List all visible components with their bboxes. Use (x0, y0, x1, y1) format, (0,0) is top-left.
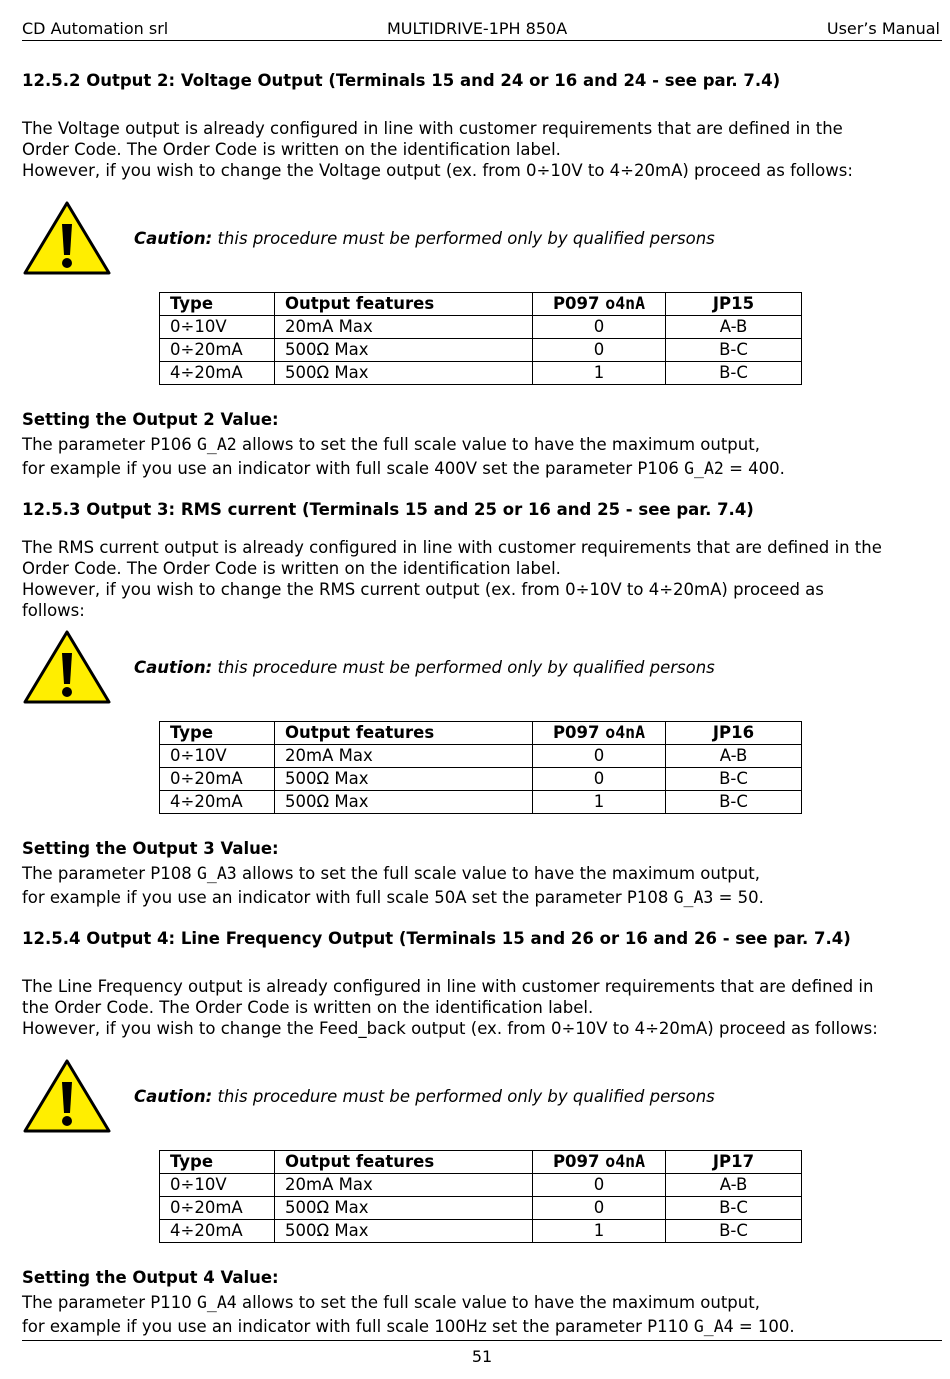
warning-triangle-icon (22, 200, 112, 276)
setting-title: Setting the Output 3 Value: (22, 839, 279, 858)
cell-jumper: B-C (666, 339, 802, 362)
table-row (160, 1197, 802, 1220)
caution-label: Caution: (134, 1087, 213, 1106)
intro-line: However, if you wish to change the RMS current output (ex. from 0÷10V to 4÷20mA) proceed as (22, 580, 824, 599)
col-type: Type (160, 1151, 275, 1174)
intro-line: the Order Code. The Order Code is written on the identification label. (22, 998, 594, 1017)
table-header-row (160, 1151, 802, 1174)
cell-features: 20mA Max (275, 1174, 533, 1197)
cell-type: 0÷10V (160, 745, 275, 768)
param-code: G_A2 (196, 435, 237, 454)
param-code: o4nA (605, 723, 646, 742)
cell-type: 4÷20mA (160, 362, 275, 385)
table-row (160, 1220, 802, 1243)
setting-text (22, 434, 785, 479)
intro-line: The Line Frequency output is already configured in line with customer requirements that are defined in (22, 977, 874, 996)
table-header-row (160, 722, 802, 745)
cell-param: 1 (533, 791, 666, 814)
cell-jumper: B-C (666, 768, 802, 791)
col-param: P097 o4nA (533, 1151, 666, 1174)
setting-line: for example if you use an indicator with full scale 400V set the parameter P106 G_A2 = 400. (22, 459, 785, 478)
cell-type: 0÷10V (160, 316, 275, 339)
setting-line: The parameter P106 G_A2 allows to set the full scale value to have the maximum output, (22, 435, 760, 454)
caution-note (134, 658, 715, 677)
section-intro (22, 118, 853, 181)
setting-line: The parameter P108 G_A3 allows to set the full scale value to have the maximum output, (22, 864, 760, 883)
section-heading-12-5-2: 12.5.2 Output 2: Voltage Output (Terminals 15 and 24 or 16 and 24 - see par. 7.4) (22, 71, 781, 90)
section-intro (22, 976, 878, 1039)
cell-param: 1 (533, 1220, 666, 1243)
col-features: Output features (275, 722, 533, 745)
caution-note (134, 1087, 715, 1106)
cell-param: 0 (533, 1174, 666, 1197)
col-features: Output features (275, 1151, 533, 1174)
cell-jumper: B-C (666, 791, 802, 814)
setting-line: for example if you use an indicator with full scale 100Hz set the parameter P110 G_A4 = 100. (22, 1317, 795, 1336)
jumper-table-jp15 (159, 292, 802, 385)
cell-jumper: B-C (666, 362, 802, 385)
cell-jumper: B-C (666, 1220, 802, 1243)
table-row (160, 362, 802, 385)
caution-text: this procedure must be performed only by qualified persons (212, 229, 715, 248)
param-code: G_A4 (196, 1293, 237, 1312)
col-param: P097 o4nA (533, 293, 666, 316)
caution-text: this procedure must be performed only by qualified persons (212, 658, 715, 677)
caution-text: this procedure must be performed only by qualified persons (212, 1087, 715, 1106)
col-type: Type (160, 722, 275, 745)
setting-text (22, 863, 764, 908)
cell-type: 0÷20mA (160, 1197, 275, 1220)
setting-line: The parameter P110 G_A4 allows to set the full scale value to have the maximum output, (22, 1293, 760, 1312)
caution-note (134, 229, 715, 248)
cell-features: 500Ω Max (275, 362, 533, 385)
intro-line: Order Code. The Order Code is written on the identification label. (22, 140, 561, 159)
caution-label: Caution: (134, 658, 213, 677)
warning-triangle-icon (22, 629, 112, 705)
intro-line: follows: (22, 601, 85, 620)
cell-param: 1 (533, 362, 666, 385)
col-jumper: JP17 (666, 1151, 802, 1174)
jumper-table-jp16 (159, 721, 802, 814)
cell-type: 0÷20mA (160, 768, 275, 791)
setting-title: Setting the Output 2 Value: (22, 410, 279, 429)
cell-param: 0 (533, 768, 666, 791)
table-row (160, 1174, 802, 1197)
header-company: CD Automation srl (22, 19, 169, 38)
cell-features: 500Ω Max (275, 791, 533, 814)
cell-param: 0 (533, 339, 666, 362)
cell-jumper: A-B (666, 316, 802, 339)
table-row (160, 768, 802, 791)
setting-text (22, 1292, 795, 1337)
cell-features: 20mA Max (275, 316, 533, 339)
intro-line: Order Code. The Order Code is written on the identification label. (22, 559, 561, 578)
cell-features: 500Ω Max (275, 339, 533, 362)
table-row (160, 745, 802, 768)
jumper-table-jp17 (159, 1150, 802, 1243)
setting-title: Setting the Output 4 Value: (22, 1268, 279, 1287)
col-features: Output features (275, 293, 533, 316)
header-product: MULTIDRIVE-1PH 850A (387, 19, 568, 38)
table-row (160, 339, 802, 362)
col-jumper: JP15 (666, 293, 802, 316)
cell-features: 20mA Max (275, 745, 533, 768)
cell-type: 4÷20mA (160, 1220, 275, 1243)
param-code: G_A3 (673, 888, 714, 907)
cell-type: 4÷20mA (160, 791, 275, 814)
col-type: Type (160, 293, 275, 316)
cell-features: 500Ω Max (275, 768, 533, 791)
intro-line: However, if you wish to change the Voltage output (ex. from 0÷10V to 4÷20mA) proceed as follows: (22, 161, 853, 180)
cell-jumper: A-B (666, 745, 802, 768)
param-code: o4nA (605, 294, 646, 313)
param-code: G_A2 (684, 459, 724, 478)
cell-features: 500Ω Max (275, 1220, 533, 1243)
cell-type: 0÷20mA (160, 339, 275, 362)
caution-label: Caution: (134, 229, 213, 248)
table-row (160, 791, 802, 814)
table-row (160, 316, 802, 339)
page-footer (22, 1340, 942, 1366)
warning-triangle-icon (22, 1058, 112, 1134)
cell-type: 0÷10V (160, 1174, 275, 1197)
section-intro (22, 537, 882, 621)
section-heading-12-5-3: 12.5.3 Output 3: RMS current (Terminals 15 and 25 or 16 and 25 - see par. 7.4) (22, 500, 754, 519)
col-param: P097 o4nA (533, 722, 666, 745)
cell-jumper: A-B (666, 1174, 802, 1197)
col-jumper: JP16 (666, 722, 802, 745)
page-number: 51 (471, 1347, 493, 1366)
param-code: o4nA (605, 1152, 646, 1171)
cell-param: 0 (533, 745, 666, 768)
param-code: G_A4 (693, 1317, 734, 1336)
section-heading-12-5-4: 12.5.4 Output 4: Line Frequency Output (Terminals 15 and 26 or 16 and 26 - see par. 7.4) (22, 929, 851, 948)
table-header-row (160, 293, 802, 316)
header-document: User’s Manual (826, 19, 940, 38)
param-code: G_A3 (196, 864, 237, 883)
cell-param: 0 (533, 316, 666, 339)
setting-line: for example if you use an indicator with full scale 50A set the parameter P108 G_A3 = 50. (22, 888, 764, 907)
page-header (22, 18, 942, 41)
cell-features: 500Ω Max (275, 1197, 533, 1220)
cell-jumper: B-C (666, 1197, 802, 1220)
intro-line: However, if you wish to change the Feed_back output (ex. from 0÷10V to 4÷20mA) proceed as follows: (22, 1019, 878, 1038)
cell-param: 0 (533, 1197, 666, 1220)
intro-line: The Voltage output is already configured in line with customer requirements that are defined in the (22, 119, 843, 138)
intro-line: The RMS current output is already configured in line with customer requirements that are defined in the (22, 538, 882, 557)
